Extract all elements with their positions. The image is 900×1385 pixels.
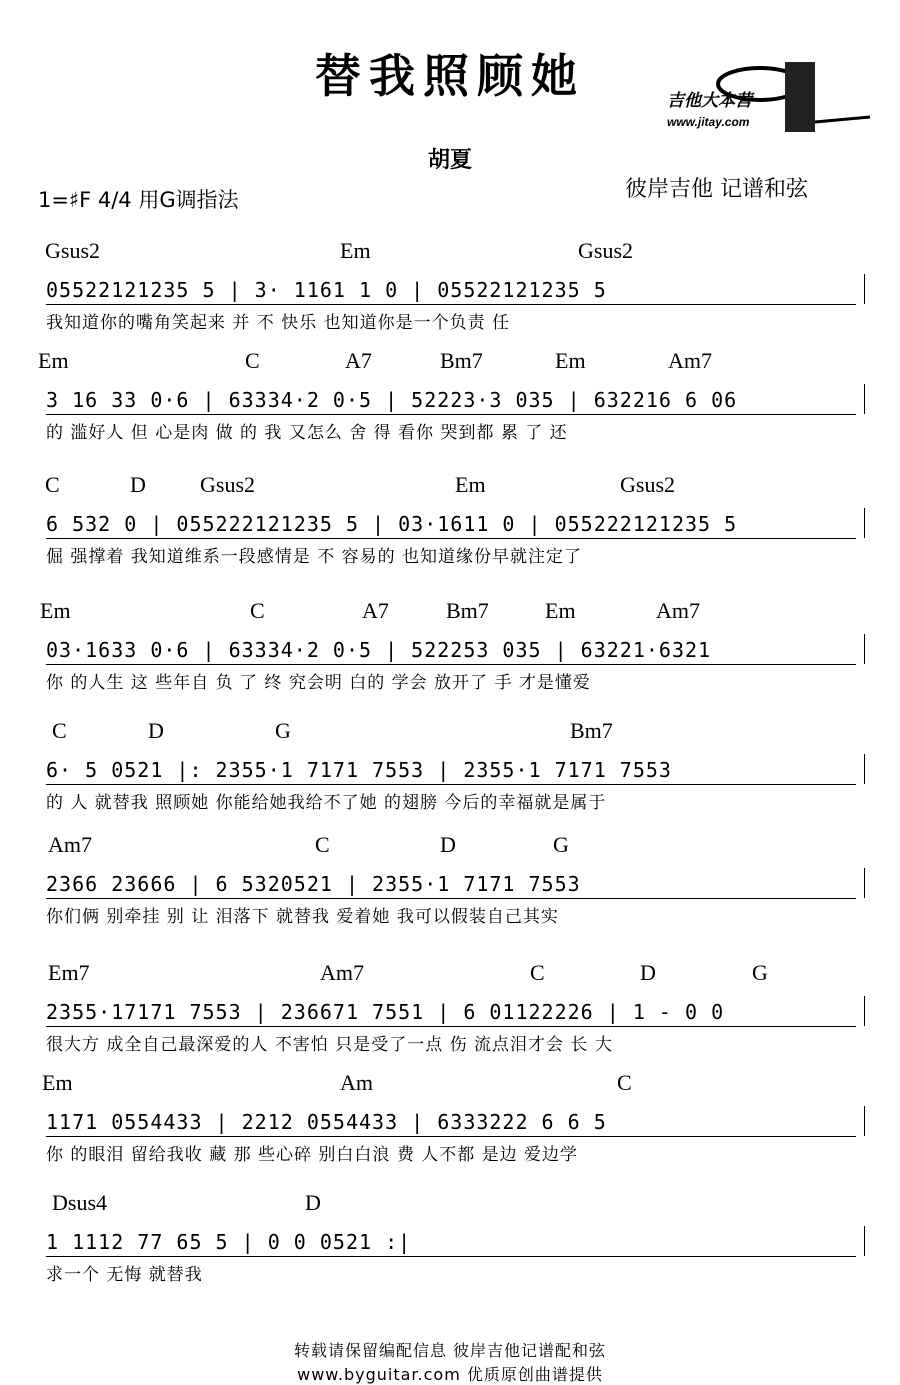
footer-notice: 转载请保留编配信息 彼岸吉他记谱配和弦 [293, 1341, 607, 1360]
end-barline [864, 754, 865, 784]
logo-url: www.jitay.com [667, 115, 750, 129]
beam-underline [46, 784, 856, 785]
chord-symbol: C [250, 598, 265, 623]
beam-underline [46, 1026, 856, 1027]
beam-underline [46, 664, 856, 665]
chord-symbol: D [130, 472, 146, 497]
chord-symbol: D [440, 832, 456, 857]
lyric-line: 很大方 成全自己最深爱的人 不害怕 只是受了一点 伤 流点泪才会 长 大 [46, 1035, 613, 1055]
notation-line: 3 16 33 0·6 | 63334·2 0·5 | 52223·3 035 | 632216 6 06 [46, 388, 738, 412]
chord-symbol: D [148, 718, 164, 743]
lyric-line: 求一个 无悔 就替我 [46, 1265, 203, 1285]
end-barline [864, 996, 865, 1026]
chord-symbol: Gsus2 [200, 472, 256, 497]
chord-symbol: Bm7 [446, 598, 489, 623]
lyric-line: 我知道你的嘴角笑起来 并 不 快乐 也知道你是一个负责 任 [46, 313, 511, 333]
footer-site: www.byguitar.com 优质原创曲谱提供 [297, 1365, 603, 1384]
chord-symbol: Em [545, 598, 576, 623]
chord-symbol: C [245, 348, 260, 373]
chord-symbol: C [45, 472, 60, 497]
chord-symbol: Em [42, 1070, 73, 1095]
beam-underline [46, 898, 856, 899]
end-barline [864, 274, 865, 304]
chord-symbol: Bm7 [440, 348, 483, 373]
notation-line: 6 532 0 | 055222121235 5 | 03·1611 0 | 055222121235 5 [46, 512, 738, 536]
lyric-line: 的 滥好人 但 心是肉 做 的 我 又怎么 舍 得 看你 哭到都 累 了 还 [46, 423, 568, 443]
song-title: 替我照顾她 [315, 49, 585, 103]
logo-text: 吉他大本营 [667, 91, 752, 110]
lyric-line: 你 的眼泪 留给我收 藏 那 些心碎 别白白浪 费 人不都 是边 爱边学 [46, 1145, 579, 1165]
chord-symbol: Gsus2 [45, 238, 101, 263]
notation-line: 03·1633 0·6 | 63334·2 0·5 | 522253 035 | 63221·6321 [46, 638, 712, 662]
key-signature: 1=♯F 4/4 用G调指法 [38, 188, 239, 212]
lyric-line: 的 人 就替我 照顾她 你能给她我给不了她 的翅膀 今后的幸福就是属于 [46, 793, 607, 813]
chord-symbol: A7 [362, 598, 389, 623]
notation-line: 05522121235 5 | 3· 1161 1 0 | 05522121235 5 [46, 278, 607, 302]
chord-symbol: Em [555, 348, 586, 373]
lyric-line: 倔 强撑着 我知道维系一段感情是 不 容易的 也知道缘份早就注定了 [46, 547, 583, 567]
chord-symbol: Em [340, 238, 371, 263]
chord-symbol: Gsus2 [578, 238, 634, 263]
chord-symbol: Em [455, 472, 486, 497]
chord-symbol: D [640, 960, 656, 985]
chord-symbol: Em [38, 348, 69, 373]
beam-underline [46, 414, 856, 415]
end-barline [864, 634, 865, 664]
notation-line: 1 1112 77 65 5 | 0 0 0521 :| [46, 1230, 412, 1254]
chord-symbol: D [305, 1190, 321, 1215]
chord-symbol: C [315, 832, 330, 857]
arranger-credit: 彼岸吉他 记谱和弦 [625, 177, 808, 202]
artist-name: 胡夏 [427, 148, 472, 173]
chord-symbol: C [52, 718, 67, 743]
chord-symbol: Dsus4 [52, 1190, 108, 1215]
end-barline [864, 508, 865, 538]
chord-symbol: Gsus2 [620, 472, 676, 497]
notation-line: 6· 5 0521 |: 2355·1 7171 7553 | 2355·1 7171 7553 [46, 758, 672, 782]
lyric-line: 你们俩 别牵挂 别 让 泪落下 就替我 爱着她 我可以假装自己其实 [46, 907, 559, 927]
notation-line: 1171 0554433 | 2212 0554433 | 6333222 6 6 5 [46, 1110, 607, 1134]
chord-symbol: A7 [345, 348, 372, 373]
chord-symbol: Am [340, 1070, 373, 1095]
chord-symbol: C [530, 960, 545, 985]
beam-underline [46, 1256, 856, 1257]
end-barline [864, 1106, 865, 1136]
notation-line: 2366 23666 | 6 5320521 | 2355·1 7171 7553 [46, 872, 581, 896]
chord-symbol: Bm7 [570, 718, 613, 743]
end-barline [864, 868, 865, 898]
beam-underline [46, 304, 856, 305]
chord-symbol: Am7 [668, 348, 712, 373]
lyric-line: 你 的人生 这 些年自 负 了 终 究会明 白的 学会 放开了 手 才是懂爱 [46, 673, 591, 693]
chord-symbol: G [275, 718, 291, 743]
chord-symbol: Em [40, 598, 71, 623]
chord-symbol: G [553, 832, 569, 857]
notation-line: 2355·17171 7553 | 236671 7551 | 6 01122226 | 1 - 0 0 [46, 1000, 725, 1024]
end-barline [864, 384, 865, 414]
beam-underline [46, 1136, 856, 1137]
chord-symbol: Am7 [48, 832, 92, 857]
end-barline [864, 1226, 865, 1256]
jitay-logo [665, 62, 875, 142]
chord-symbol: Em7 [48, 960, 90, 985]
chord-symbol: Am7 [656, 598, 700, 623]
chord-symbol: C [617, 1070, 632, 1095]
chord-symbol: Am7 [320, 960, 364, 985]
chord-symbol: G [752, 960, 768, 985]
beam-underline [46, 538, 856, 539]
